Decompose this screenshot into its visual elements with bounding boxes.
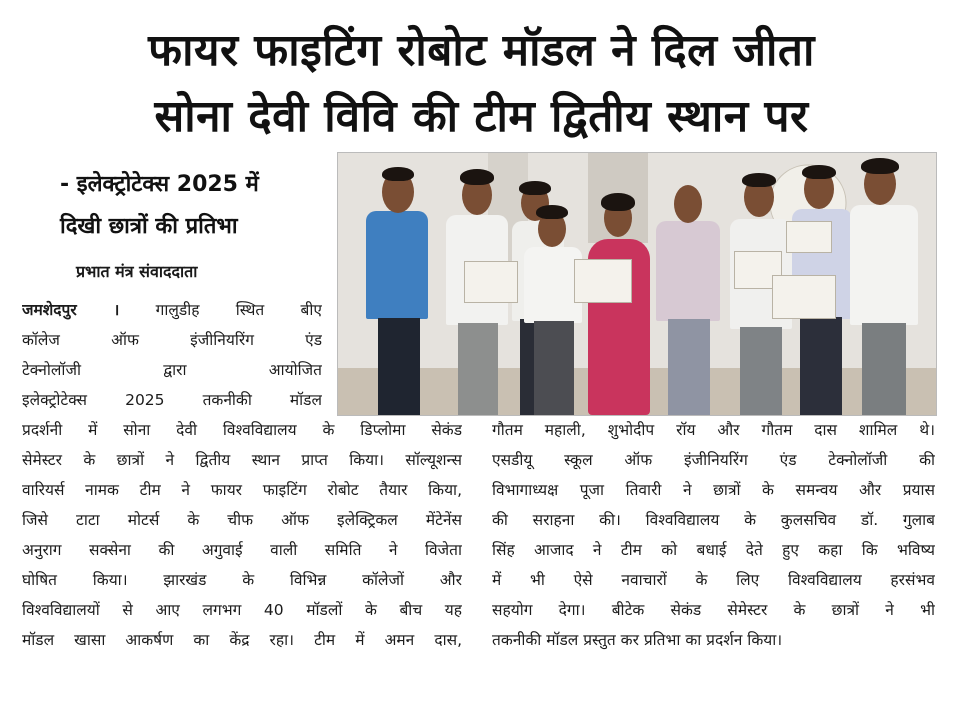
article-line: एसडीयू स्कूल ऑफ इंजीनियरिंग एंड टेक्नोलॉजी की bbox=[492, 451, 935, 469]
certificate bbox=[772, 275, 836, 319]
article-line: विभागाध्यक्ष पूजा तिवारी ने छात्रों के समन्वय और प्रयास bbox=[492, 481, 935, 499]
article-line bbox=[22, 295, 322, 325]
subheadline-line-1: - इलेक्ट्रोटेक्स 2025 में bbox=[60, 172, 259, 197]
article-line: सेमेस्टर के छात्रों ने द्वितीय स्थान प्राप्त किया। सॉल्यूशन्स bbox=[22, 451, 462, 469]
article-line: सिंह आजाद ने टीम को बधाई देते हुए कहा कि भविष्य bbox=[492, 541, 935, 559]
article-column-right bbox=[492, 415, 935, 655]
byline: प्रभात मंत्र संवाददाता bbox=[76, 262, 198, 281]
article-line: विश्वविद्यालयों से आए लगभग 40 मॉडलों के बीच यह bbox=[22, 601, 462, 619]
dateline: जमशेदपुर । bbox=[22, 301, 120, 319]
article-line: प्रदर्शनी में सोना देवी विश्वविद्यालय के डिप्लोमा सेकंड bbox=[22, 421, 462, 439]
article-line: मॉडल खासा आकर्षण का केंद्र रहा। टीम में अमन दास, bbox=[22, 631, 462, 649]
article-line: वारियर्स नामक टीम ने फायर फाइटिंग रोबोट तैयार किया, bbox=[22, 481, 462, 499]
article-column-left bbox=[22, 415, 462, 655]
article-line: घोषित किया। झारखंड के विभिन्न कॉलेजों और bbox=[22, 571, 462, 589]
certificate bbox=[464, 261, 518, 303]
news-photo bbox=[337, 152, 937, 416]
article-text: गालुडीह स्थित बीए bbox=[155, 301, 322, 319]
certificate bbox=[574, 259, 632, 303]
article-column-left-top bbox=[22, 295, 322, 415]
article-line: तकनीकी मॉडल प्रस्तुत कर प्रतिभा का प्रदर्शन किया। bbox=[492, 631, 783, 649]
headline-line-2: सोना देवी विवि की टीम द्वितीय स्थान पर bbox=[154, 91, 809, 142]
article-line: सहयोग देगा। बीटेक सेकंड सेमेस्टर के छात्रों ने भी bbox=[492, 601, 935, 619]
article-line: इलेक्ट्रोटेक्स 2025 तकनीकी मॉडल bbox=[22, 391, 322, 409]
article-line: गौतम महाली, शुभोदीप रॉय और गौतम दास शामिल थे। bbox=[492, 421, 935, 439]
article-line: जिसे टाटा मोटर्स के चीफ ऑफ इलेक्ट्रिकल मेंटेनेंस bbox=[22, 511, 462, 529]
article-line: अनुराग सक्सेना की अगुवाई वाली समिति ने विजेता bbox=[22, 541, 462, 559]
certificate bbox=[786, 221, 832, 253]
article-line: कॉलेज ऑफ इंजीनियरिंग एंड bbox=[22, 331, 322, 349]
article-line: में भी ऐसे नवाचारों के लिए विश्वविद्यालय हरसंभव bbox=[492, 571, 935, 589]
headline-line-1: फायर फाइटिंग रोबोट मॉडल ने दिल जीता bbox=[148, 25, 815, 76]
subheadline-line-2: दिखी छात्रों की प्रतिभा bbox=[60, 214, 238, 239]
article-line: की सराहना की। विश्वविद्यालय के कुलसचिव डॉ. गुलाब bbox=[492, 511, 935, 529]
article-line: टेक्नोलॉजी द्वारा आयोजित bbox=[22, 361, 322, 379]
